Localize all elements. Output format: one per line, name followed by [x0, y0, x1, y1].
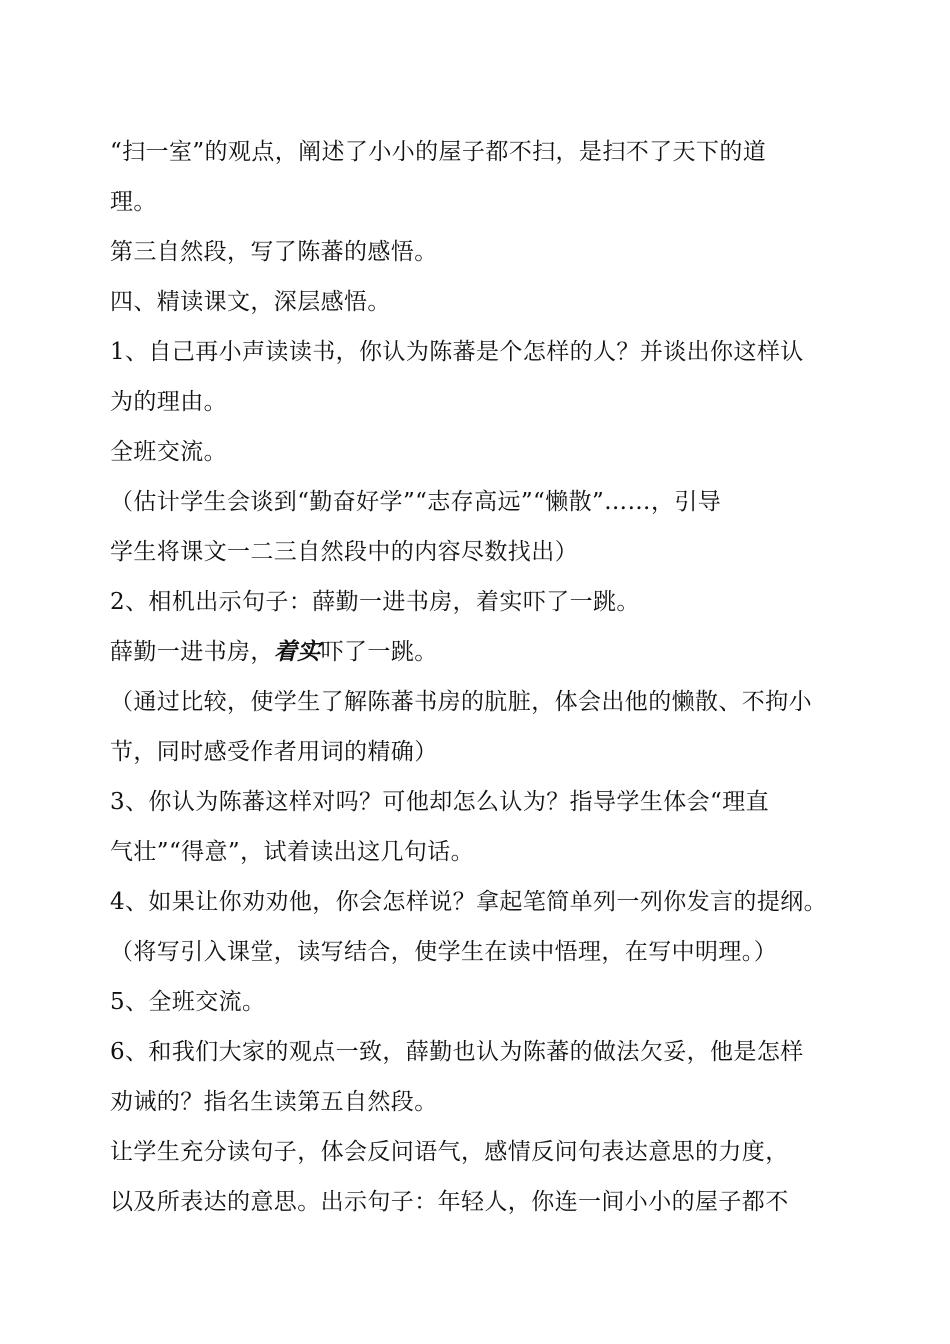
text-line: 全班交流。 — [110, 439, 227, 465]
text-line: 理。 — [110, 189, 157, 215]
text-line: （将写引入课堂，读写结合，使学生在读中悟理，在写中明理。） — [110, 939, 778, 965]
text-line: 劝诫的？指名生读第五自然段。 — [110, 1089, 438, 1115]
text-line: 第三自然段，写了陈蕃的感悟。 — [110, 239, 438, 265]
text-line: 气壮”“得意”，试着读出这几句话。 — [110, 839, 475, 865]
text-line: 6、和我们大家的观点一致，薛勤也认为陈蕃的做法欠妥，他是怎样 — [110, 1039, 804, 1065]
document-body — [110, 127, 850, 1227]
text-line: 让学生充分读句子，体会反问语气，感情反问句表达意思的力度， — [110, 1139, 789, 1165]
text-line: 3、你认为陈蕃这样对吗？可他却怎么认为？指导学生体会“理直 — [110, 789, 769, 815]
text-line: 4、如果让你劝劝他，你会怎样说？拿起笔简单列一列你发言的提纲。 — [110, 889, 828, 915]
text-line: 节，同时感受作者用词的精确） — [110, 739, 438, 765]
text-line: （通过比较，使学生了解陈蕃书房的肮脏，体会出他的懒散、不拘小 — [110, 689, 812, 715]
sentence-start: 薛勤一进书房， — [110, 639, 274, 665]
sentence-end: 吓了一跳。 — [320, 639, 438, 665]
text-line: 为的理由。 — [110, 389, 227, 415]
text-line: 2、相机出示句子：薛勤一进书房，着实吓了一跳。 — [110, 589, 640, 615]
section-heading: 四、精读课文，深层感悟。 — [110, 289, 391, 315]
text-line: 学生将课文一二三自然段中的内容尽数找出） — [110, 539, 578, 565]
text-line: 1、自己再小声读读书，你认为陈蕃是个怎样的人？并谈出你这样认 — [110, 339, 804, 365]
text-line: “扫一室”的观点，阐述了小小的屋子都不扫，是扫不了天下的道 — [110, 139, 767, 165]
text-line: 以及所表达的意思。出示句子：年轻人，你连一间小小的屋子都不 — [110, 1189, 789, 1215]
emphasis-sentence — [110, 627, 850, 677]
text-line: 5、全班交流。 — [110, 989, 266, 1015]
emphasized-word: 着实 — [273, 638, 321, 665]
text-line: （估计学生会谈到“勤奋好学”“志存高远”“懒散”……，引导 — [110, 489, 722, 515]
